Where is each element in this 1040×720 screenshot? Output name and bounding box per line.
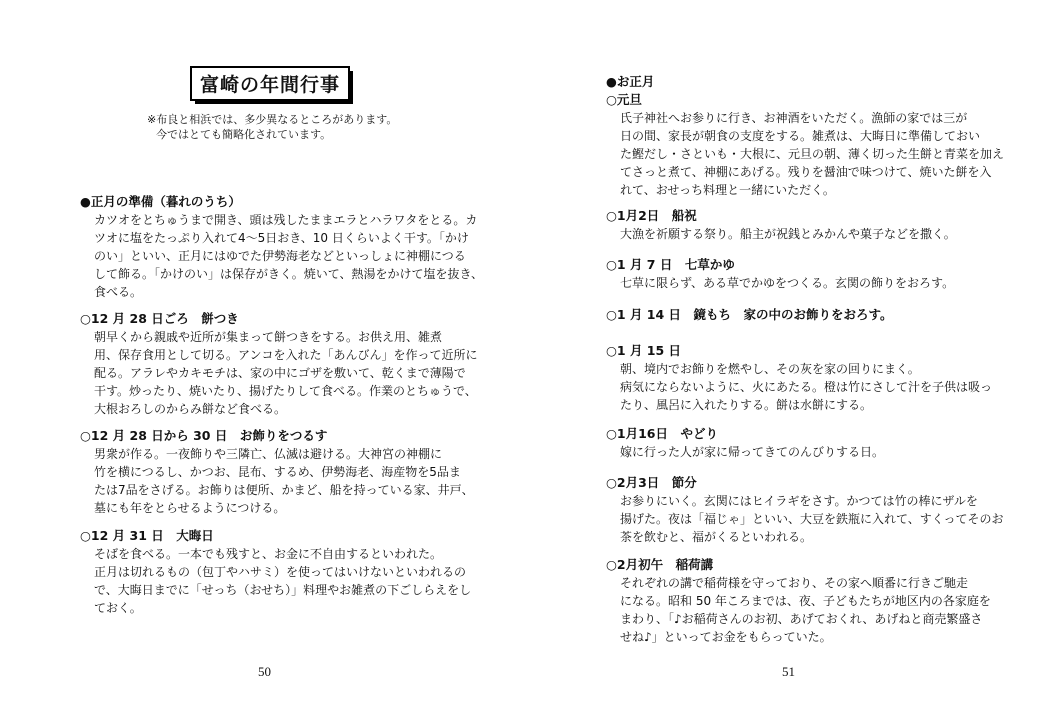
text-line: 竹を横につるし、かつお、昆布、するめ、伊勢海老、海産物を5品ま <box>94 465 461 479</box>
text-line: れて、おせっち料理と一緒にいただく。 <box>620 183 835 197</box>
section-heading: ○12 月 31 日 大晦日 <box>80 528 214 543</box>
text-line: お参りにいく。玄関にはヒイラギをさす。かつては竹の棒にザルを <box>620 494 978 508</box>
text-line: 氏子神社へお参りに行き、お神酒をいただく。漁師の家では三が <box>620 111 968 125</box>
page-number: 50 <box>258 664 271 679</box>
note-line-2: 今ではとても簡略化されています。 <box>156 128 332 141</box>
note-line-1: ※布良と相浜では、多少異なるところがあります。 <box>147 113 398 126</box>
text-line: 用、保存食用として切る。アンコを入れた「あんびん」を作って近所に <box>94 348 478 362</box>
section-heading: ●お正月 <box>606 74 655 89</box>
section-funaiwai <box>606 207 1026 243</box>
page-title: 富崎の年間行事 <box>190 66 350 101</box>
text-line: そばを食べる。一本でも残すと、お金に不自由するといわれた。 <box>94 547 443 561</box>
section-yadori <box>606 425 1026 461</box>
text-line: 病気にならないように、火にあたる。橙は竹にさして汁を子供は吸っ <box>620 380 993 394</box>
text-line: カツオをとちゅうまで開き、頭は残したままエラとハラワタをとる。カ <box>94 213 478 227</box>
text-line: 朝、境内でお飾りを燃やし、その灰を家の回りにまく。 <box>620 362 920 376</box>
text-line: して飾る。「かけのい」は保存がきく。焼いて、熱湯をかけて塩を抜き、 <box>94 267 484 281</box>
section-heading: ●正月の準備（暮れのうち） <box>80 194 241 209</box>
section-heading: ○12 月 28 日から 30 日 お飾りをつるす <box>80 428 328 443</box>
section-jan-15 <box>606 342 1026 414</box>
section-heading: ○1 月 14 日 鏡もち 家の中のお飾りをおろす。 <box>606 307 893 322</box>
text-line: のい」といい、正月にはゆでた伊勢海老などといっしょに神棚につる <box>94 249 466 263</box>
text-line: 大根おろしのからみ餅など食べる。 <box>94 402 287 416</box>
text-line: 大漁を祈願する祭り。船主が祝銭とみかんや菓子などを撒く。 <box>620 227 956 241</box>
section-heading: ○2月3日 節分 <box>606 475 697 490</box>
subsection-heading: ○元旦 <box>606 92 642 107</box>
text-line: 干す。炒ったり、焼いたり、揚げたりして食べる。作業のとちゅうで、 <box>94 384 477 398</box>
section-kagamimochi <box>606 306 1026 324</box>
text-line: 配る。アラレやカキモチは、家の中にゴザを敷いて、乾くまで薄陽で <box>94 366 466 380</box>
text-line: たり、風呂に入れたりする。餅は水餅にする。 <box>620 398 873 412</box>
text-line: 茶を飲むと、福がくるといわれる。 <box>620 530 813 544</box>
text-line: 日の間、家長が朝食の支度をする。雑煮は、大晦日に準備しておい <box>620 129 981 143</box>
section-inarikou <box>606 556 1026 646</box>
text-line: てさっと煮て、神棚にあげる。残りを醤油で味つけて、焼いた餅を入 <box>620 165 992 179</box>
text-line: 七草に限らず、ある草でかゆをつくる。玄関の飾りをおろす。 <box>620 276 955 290</box>
section-setsubun <box>606 474 1026 546</box>
text-line: 朝早くから親戚や近所が集まって餅つきをする。お供え用、雑煮 <box>94 330 443 344</box>
section-heading: ○2月初午 稲荷講 <box>606 557 714 572</box>
text-line: ておく。 <box>94 601 142 615</box>
section-nanakusa <box>606 256 1026 292</box>
text-line: せね♪」といってお金をもらっていた。 <box>620 630 832 644</box>
section-heading: ○1 月 7 日 七草かゆ <box>606 257 735 272</box>
text-line: 正月は切れるもの（包丁やハサミ）を使ってはいけないといわれるの <box>94 565 467 579</box>
text-line: で、大晦日までに「せっち（おせち）」料理やお雑煮の下ごしらえをし <box>94 583 472 597</box>
text-line: 墓にも年をとらせるようにつける。 <box>94 501 286 515</box>
section-heading: ○12 月 28 日ごろ 餅つき <box>80 311 239 326</box>
right-page <box>520 0 1040 720</box>
text-line: それぞれの講で稲荷様を守っており、その家へ順番に行きご馳走 <box>620 576 969 590</box>
section-mochitsuki <box>80 310 500 418</box>
text-line: まわり、「♪お稲荷さんのお初、あげておくれ、あげねと商売繁盛さ <box>620 612 983 626</box>
text-line: 揚げた。夜は「福じゃ」といい、大豆を鉄瓶に入れて、すくってそのお <box>620 512 1004 526</box>
text-line: になる。昭和 50 年ころまでは、夜、子どもたちが地区内の各家庭を <box>620 594 991 608</box>
section-heading: ○1月16日 やどり <box>606 426 718 441</box>
text-line: ツオに塩をたっぷり入れて4～5日おき、10 日くらいよく干す。「かけ <box>94 231 469 245</box>
section-omisoka <box>80 527 500 617</box>
page-number: 51 <box>782 664 795 679</box>
text-line: た鰹だし・さといも・大根に、元旦の朝、薄く切った生餅と青菜を加え <box>620 147 1005 161</box>
section-heading: ○1 月 15 日 <box>606 343 682 358</box>
section-okazari <box>80 427 500 517</box>
section-oshogatsu <box>606 73 1026 199</box>
text-line: 食べる。 <box>94 285 143 299</box>
text-line: 男衆が作る。一夜飾りや三隣亡、仏滅は避ける。大神宮の神棚に <box>94 447 443 461</box>
text-line: 嫁に行った人が家に帰ってきてのんびりする日。 <box>620 445 885 459</box>
section-heading: ○1月2日 船祝 <box>606 208 697 223</box>
text-line: たは7品をさげる。お飾りは便所、かまど、船を持っている家、井戸、 <box>94 483 474 497</box>
section-new-year-prep <box>80 193 500 301</box>
